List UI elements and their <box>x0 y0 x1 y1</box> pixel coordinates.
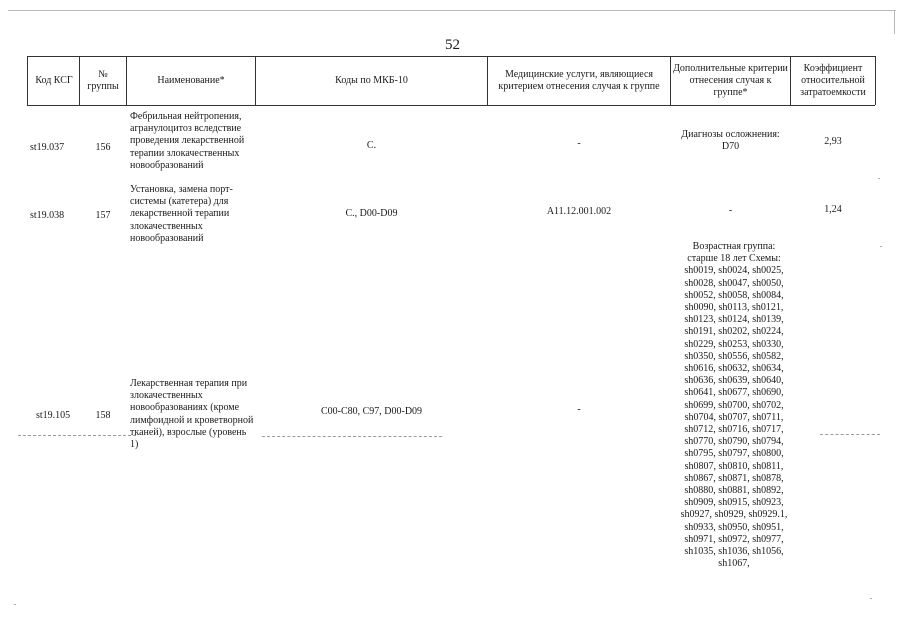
header-group-no: № группы <box>87 68 119 92</box>
scan-speck <box>14 604 16 605</box>
row-coefficient: 1,24 <box>824 204 842 215</box>
scan-dashed-line <box>18 435 136 436</box>
header-icd-codes: Коды по МКБ-10 <box>335 74 408 86</box>
scan-dashed-line <box>820 434 880 435</box>
row-group-no: 156 <box>95 142 111 153</box>
row-name: Лекарственная терапия при злокачественных новообразованиях (кроме лимфоидной и кроветворной тканей), взрослые (уровень 1) <box>130 378 254 451</box>
row-icd-codes: C. <box>366 140 377 151</box>
page-number: 52 <box>445 37 460 53</box>
scan-dashed-line <box>262 436 442 437</box>
row-icd-codes: C., D00-D09 <box>345 208 398 219</box>
row-additional: - <box>728 205 733 216</box>
row-code: st19.105 <box>36 410 71 421</box>
row-code: st19.038 <box>30 210 65 221</box>
header-coefficient: Коэффициент относительной затратоемкости <box>800 62 866 98</box>
header-additional: Дополнительные критерии отнесения случая к группе* <box>673 62 788 98</box>
scan-speck <box>880 246 882 247</box>
header-code: Код КСГ <box>35 74 73 86</box>
header-services: Медицинские услуги, являющиеся критерием отнесения случая к группе <box>498 68 660 92</box>
row-group-no: 157 <box>95 210 111 221</box>
row-coefficient: 2,93 <box>824 136 842 147</box>
row-name: Установка, замена порт-системы (катетера) для лекарственной терапии злокачественных новообразований <box>130 184 233 244</box>
row-name: Фебрильная нейтропения, агранулоцитоз вследствие проведения лекарственной терапии злокачественных новообразований <box>130 111 245 171</box>
header-name: Наименование* <box>157 74 225 86</box>
row-additional: Возрастная группа: старше 18 лет Схемы: sh0019, sh0024, sh0025, sh0028, sh0047, sh0050, sh0052, sh0058, sh0084, sh0090, sh0113, sh0121, sh0123, sh0124, sh0139, sh0191, sh0202, sh0224, sh0229, sh0253, sh0330, sh0350, sh0556, sh0582, sh0616, sh0632, sh0634, sh0636, sh0639, sh0640, sh0641, sh0677, sh0690, sh0699, sh0700, sh0702, sh0704, sh0707, sh0711, sh0712, sh0716, sh0717, sh0770, sh0790, sh0794, sh0795, sh0797, sh0800, sh0807, sh0810, sh0811, sh0867, sh0871, sh0878, sh0880, sh0881, sh0892, sh0909, sh0915, sh0923, sh0927, sh0929, sh0929.1, sh0933, sh0950, sh0951, sh0971, sh0972, sh0977, sh1035, sh1036, sh1056, sh1067, <box>680 241 788 570</box>
scan-speck <box>870 598 872 599</box>
row-additional: Диагнозы осложнения: D70 <box>681 129 780 153</box>
scan-frame-top <box>8 10 896 11</box>
row-code: st19.037 <box>30 142 65 153</box>
row-group-no: 158 <box>95 410 111 421</box>
row-icd-codes: C00-C80, C97, D00-D09 <box>320 406 423 417</box>
row-services: A11.12.001.002 <box>546 206 612 217</box>
scan-frame-right <box>894 10 895 34</box>
row-services: - <box>577 404 581 415</box>
row-services: - <box>577 138 581 149</box>
scan-speck <box>878 178 880 179</box>
